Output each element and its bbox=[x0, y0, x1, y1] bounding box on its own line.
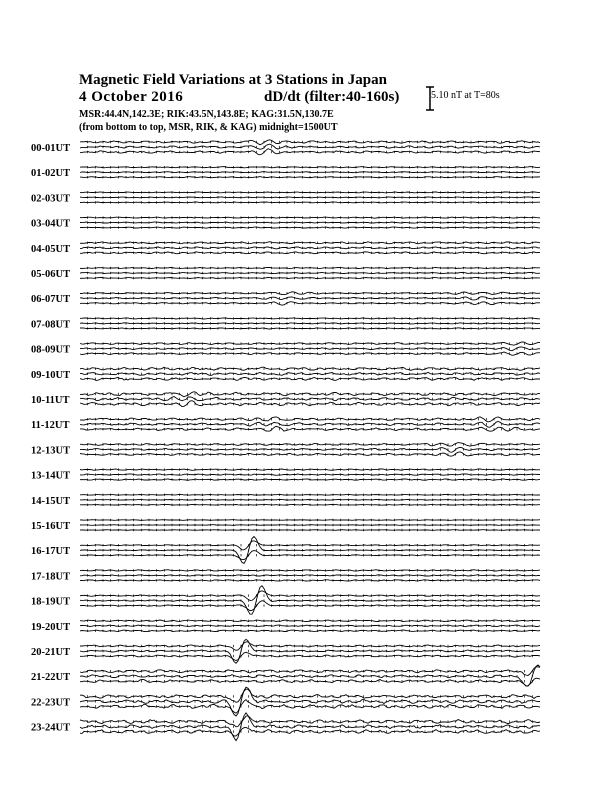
hour-label: 18-19UT bbox=[31, 596, 71, 608]
scale-bar bbox=[426, 87, 434, 110]
hour-row-13-14UT bbox=[31, 468, 540, 481]
hour-row-09-10UT bbox=[31, 367, 540, 381]
hour-row-05-06UT bbox=[31, 267, 540, 280]
hour-label: 11-12UT bbox=[31, 420, 70, 432]
hour-row-10-11UT bbox=[31, 392, 540, 407]
hour-label: 23-24UT bbox=[31, 722, 71, 734]
hour-label: 04-05UT bbox=[31, 243, 71, 255]
hour-row-22-23UT bbox=[31, 687, 540, 716]
hour-row-11-12UT bbox=[31, 417, 540, 431]
hour-row-14-15UT bbox=[31, 494, 540, 507]
hour-label: 03-04UT bbox=[31, 218, 71, 230]
hour-row-18-19UT bbox=[31, 586, 540, 614]
hour-row-16-17UT bbox=[31, 537, 540, 564]
hour-label: 19-20UT bbox=[31, 621, 71, 633]
hour-row-03-04UT bbox=[31, 216, 540, 229]
hour-label: 00-01UT bbox=[31, 143, 71, 154]
hour-label: 05-06UT bbox=[31, 269, 71, 280]
hour-row-21-22UT bbox=[31, 665, 540, 686]
hour-label: 12-13UT bbox=[31, 445, 71, 457]
hour-label: 01-02UT bbox=[31, 168, 71, 180]
hour-row-02-03UT bbox=[31, 191, 540, 204]
hour-label: 08-09UT bbox=[31, 344, 71, 356]
hour-row-01-02UT bbox=[31, 166, 540, 179]
hour-row-00-01UT bbox=[31, 140, 540, 155]
hour-row-17-18UT bbox=[31, 569, 540, 582]
hour-row-19-20UT bbox=[31, 620, 540, 633]
station-order-note: (from bottom to top, MSR, RIK, & KAG) midnight=1500UT bbox=[79, 122, 338, 133]
hour-label: 17-18UT bbox=[31, 571, 71, 583]
hour-label: 13-14UT bbox=[31, 470, 71, 482]
chart-title: Magnetic Field Variations at 3 Stations in Japan bbox=[79, 72, 387, 88]
hour-row-12-13UT bbox=[31, 443, 540, 457]
component-label: dD/dt (filter:40-160s) bbox=[264, 89, 400, 105]
scale-bar-label: 5.10 nT at T=80s bbox=[431, 90, 500, 101]
hour-label: 21-22UT bbox=[31, 672, 71, 684]
hour-row-07-08UT bbox=[31, 317, 540, 330]
hour-label: 16-17UT bbox=[31, 546, 71, 558]
chart-date: 4 October 2016 bbox=[79, 89, 184, 105]
hour-label: 02-03UT bbox=[31, 193, 71, 205]
hour-rows bbox=[31, 140, 540, 741]
hour-row-04-05UT bbox=[31, 242, 540, 255]
hour-label: 10-11UT bbox=[31, 395, 70, 406]
hour-label: 20-21UT bbox=[31, 647, 71, 658]
hour-row-20-21UT bbox=[31, 639, 540, 663]
hour-row-08-09UT bbox=[31, 342, 540, 356]
hour-label: 06-07UT bbox=[31, 294, 71, 306]
hour-label: 22-23UT bbox=[31, 697, 71, 709]
hour-row-06-07UT bbox=[31, 292, 540, 305]
hour-row-15-16UT bbox=[31, 519, 540, 532]
hour-label: 07-08UT bbox=[31, 319, 71, 331]
hour-label: 15-16UT bbox=[31, 521, 71, 532]
hour-label: 09-10UT bbox=[31, 369, 71, 381]
hour-label: 14-15UT bbox=[31, 495, 71, 507]
hour-row-23-24UT bbox=[31, 713, 540, 741]
station-coordinates: MSR:44.4N,142.3E; RIK:43.5N,143.8E; KAG:31.5N,130.7E bbox=[79, 109, 334, 120]
